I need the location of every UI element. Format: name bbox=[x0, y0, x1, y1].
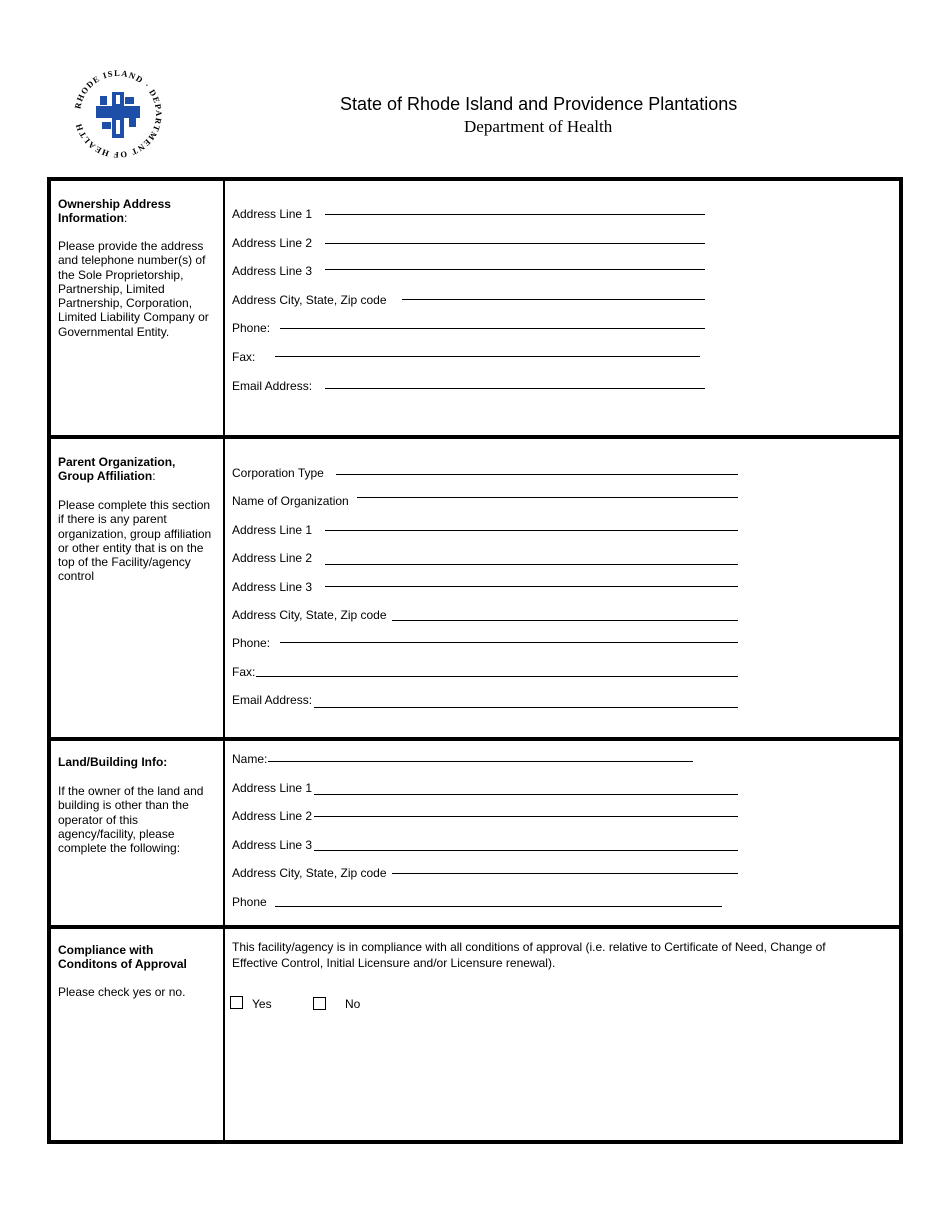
land-phone-label: Phone bbox=[232, 895, 267, 909]
land-phone-field[interactable] bbox=[275, 906, 722, 907]
parent-organization-name-field[interactable] bbox=[357, 497, 738, 498]
land-address-line-2-label: Address Line 2 bbox=[232, 809, 313, 823]
ownership-city-state-zip-field[interactable] bbox=[402, 299, 705, 300]
parent-email-field[interactable] bbox=[314, 707, 738, 708]
column-divider bbox=[223, 179, 225, 1142]
svg-text:RHODE ISLAND · DEPARTMENT OF H: RHODE ISLAND · DEPARTMENT OF HEALTH bbox=[72, 68, 165, 160]
parent-fax-label: Fax: bbox=[232, 665, 256, 679]
header-department-name: Department of Health bbox=[464, 117, 613, 136]
ownership-fax-label: Fax: bbox=[232, 350, 256, 364]
parent-org-title: Parent Organization, Group Affiliation: bbox=[58, 455, 176, 483]
compliance-no-label: No bbox=[345, 997, 361, 1011]
parent-address-line-1-label: Address Line 1 bbox=[232, 523, 313, 537]
compliance-no-checkbox[interactable] bbox=[313, 997, 326, 1010]
land-name-label: Name: bbox=[232, 752, 268, 766]
ownership-description: Please provide the address and telephone number(s) of the Sole Proprietorship, Partnership, Limited Partnership, Corporation, Limited Liability Company or Governmental Entity. bbox=[58, 239, 209, 339]
land-name-field[interactable] bbox=[268, 761, 693, 762]
parent-org-description: Please complete this section if there is any parent organization, group affiliation or other entity that is on the top of the Facility/agency control bbox=[58, 498, 212, 584]
parent-city-state-zip-field[interactable] bbox=[392, 620, 738, 621]
parent-fax-field[interactable] bbox=[256, 676, 738, 677]
section-divider-1 bbox=[49, 435, 901, 439]
ownership-city-state-zip-label: Address City, State, Zip code bbox=[232, 293, 387, 307]
parent-address-line-3-field[interactable] bbox=[325, 586, 738, 587]
ownership-address-line-2-field[interactable] bbox=[325, 243, 705, 244]
parent-email-label: Email Address: bbox=[232, 693, 313, 707]
compliance-yes-checkbox[interactable] bbox=[230, 996, 243, 1009]
ownership-address-line-3-field[interactable] bbox=[325, 269, 705, 270]
land-building-title: Land/Building Info: bbox=[58, 755, 168, 769]
parent-phone-field[interactable] bbox=[280, 642, 738, 643]
compliance-statement: This facility/agency is in compliance with all conditions of approval (i.e. relative to Certificate of Need, Change of Effective Control, Initial Licensure and/or Licensure renewal). bbox=[232, 940, 826, 970]
land-address-line-3-field[interactable] bbox=[314, 850, 738, 851]
compliance-yes-label: Yes bbox=[252, 997, 272, 1011]
land-address-line-1-field[interactable] bbox=[314, 794, 738, 795]
ownership-email-field[interactable] bbox=[325, 388, 705, 389]
land-city-state-zip-label: Address City, State, Zip code bbox=[232, 866, 387, 880]
land-address-line-2-field[interactable] bbox=[314, 816, 738, 817]
parent-address-line-3-label: Address Line 3 bbox=[232, 580, 313, 594]
parent-address-line-2-field[interactable] bbox=[325, 564, 738, 565]
land-city-state-zip-field[interactable] bbox=[392, 873, 738, 874]
department-of-health-seal bbox=[70, 68, 166, 160]
ownership-email-label: Email Address: bbox=[232, 379, 313, 393]
section-divider-3 bbox=[49, 925, 901, 929]
parent-address-line-1-field[interactable] bbox=[325, 530, 738, 531]
parent-corporation-type-field[interactable] bbox=[336, 474, 738, 475]
ownership-fax-field[interactable] bbox=[275, 356, 700, 357]
ownership-phone-label: Phone: bbox=[232, 321, 271, 335]
section-divider-2 bbox=[49, 737, 901, 741]
ownership-title: Ownership Address Information: bbox=[58, 197, 171, 225]
ownership-address-line-2-label: Address Line 2 bbox=[232, 236, 313, 250]
compliance-description: Please check yes or no. bbox=[58, 985, 186, 999]
ownership-address-line-1-field[interactable] bbox=[325, 214, 705, 215]
ownership-address-line-3-label: Address Line 3 bbox=[232, 264, 313, 278]
land-address-line-3-label: Address Line 3 bbox=[232, 838, 313, 852]
compliance-title: Compliance with Conditons of Approval bbox=[58, 943, 187, 971]
parent-phone-label: Phone: bbox=[232, 636, 271, 650]
parent-organization-name-label: Name of Organization bbox=[232, 494, 349, 508]
land-building-description: If the owner of the land and building is other than the operator of this agency/facility, please complete the following: bbox=[58, 784, 204, 856]
parent-city-state-zip-label: Address City, State, Zip code bbox=[232, 608, 387, 622]
parent-address-line-2-label: Address Line 2 bbox=[232, 551, 313, 565]
ownership-phone-field[interactable] bbox=[280, 328, 705, 329]
parent-corporation-type-label: Corporation Type bbox=[232, 466, 324, 480]
ownership-address-line-1-label: Address Line 1 bbox=[232, 207, 313, 221]
header-state-name: State of Rhode Island and Providence Plantations bbox=[340, 94, 738, 114]
land-address-line-1-label: Address Line 1 bbox=[232, 781, 313, 795]
